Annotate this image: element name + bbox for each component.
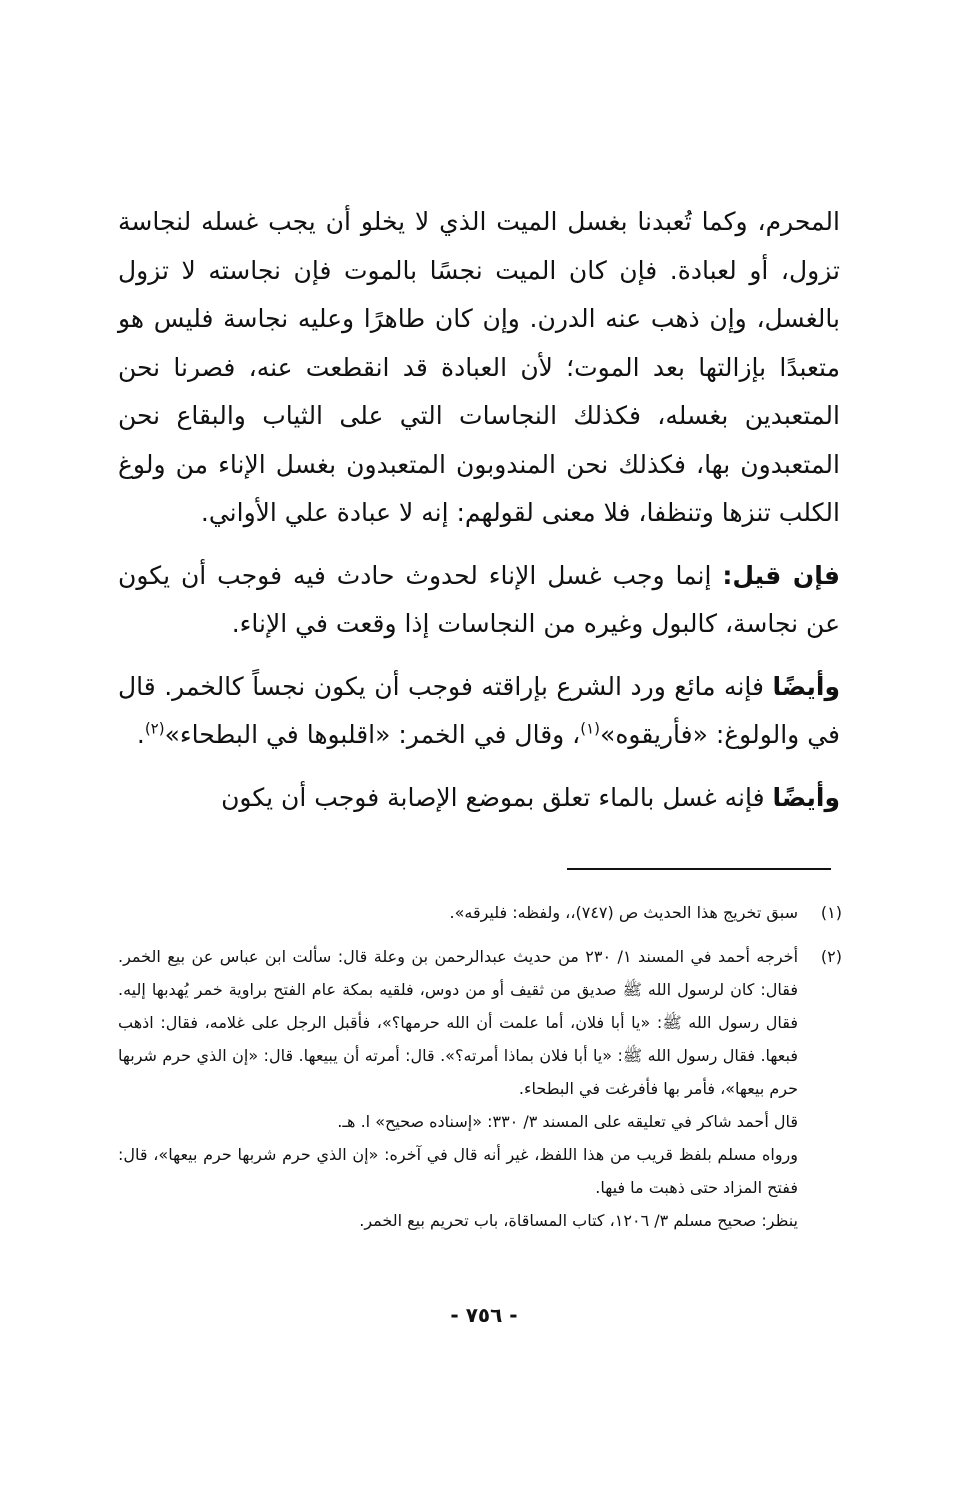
paragraph-4-text: فإنه غسل بالماء تعلق بموضع الإصابة فوجب أن يكون xyxy=(221,782,773,812)
footnote-ref-2[interactable]: (٢) xyxy=(144,719,165,738)
paragraph-1 xyxy=(118,198,840,538)
footnote-separator xyxy=(567,868,831,870)
footnote-line: ورواه مسلم بلفظ قريب من هذا اللفظ، غير أنه قال في آخره: «إن الذي حرم شربها حرم بيعها»، قال: ففتح المزاد حتى ذهبت ما فيها. xyxy=(118,1145,798,1197)
paragraph-2 xyxy=(118,552,840,649)
footnote-number: (٢) xyxy=(820,947,842,966)
paragraph-4-lead: وأيضًا xyxy=(772,782,840,812)
footnote-body xyxy=(118,896,798,929)
paragraph-3-text-c: . xyxy=(136,720,145,749)
footnote-line: ينظر: صحيح مسلم ٣/ ١٢٠٦، كتاب المساقاة، باب تحريم بيع الخمر. xyxy=(359,1211,798,1230)
paragraph-3-text-a: فإنه مائع ورد الشرع بإراقته فوجب أن يكون نجساً كالخمر. قال في والولوغ: «فأريقوه» xyxy=(118,671,840,749)
footnote-line: سبق تخريج هذا الحديث ص (٧٤٧)،، ولفظه: فليرقه». xyxy=(449,903,798,922)
page-number: - ٧٥٦ - xyxy=(450,1303,518,1327)
paragraph-1-text: المحرم، وكما تُعبدنا بغسل الميت الذي لا يخلو أن يجب غسله لنجاسة تزول، أو لعبادة. فإن كان الميت نجسًا بالموت فإن نجاسته لا تزول بالغسل، وإن ذهب عنه الدرن. وإن كان طاهرًا وعليه نجاسة فليس هو متعبدًا بإزالتها بعد الموت؛ لأن العبادة قد انقطعت عنه، فصرنا نحن المتعبدين بغسله، فكذلك النجاسات التي على الثياب والبقاع نحن المتعبدون بها، فكذلك نحن المندوبون المتعبدون بغسل الإناء من ولوغ الكلب تنزها وتنظفا، فلا معنى لقولهم: إنه لا عبادة علي الأواني. xyxy=(118,207,840,527)
paragraph-3 xyxy=(118,663,840,760)
paragraph-3-lead: وأيضًا xyxy=(772,671,840,701)
paragraph-3-text-b: ، وقال في الخمر: «اقلبوها في البطحاء» xyxy=(164,720,581,749)
footnote-line: أخرجه أحمد في المسند ١/ ٢٣٠ من حديث عبدالرحمن بن وعلة قال: سألت ابن عباس عن بيع الخمر. فقال: كان لرسول الله ﷺ صديق من ثقيف أو من دوس، فلقيه بمكة عام الفتح براوية خمر يُهدبها إليه. فقال رسول الله ﷺ: «يا أبا فلان، أما علمت أن الله حرمها؟»، فأقبل الرجل على غلامه، فقال: اذهب فبعها. فقال رسول الله ﷺ: «يا أبا فلان بماذا أمرته؟». قال: أمرته أن يبيعها. قال: «إن الذي حرم شربها حرم بيعها»، فأمر بها فأفرغت في البطحاء. xyxy=(118,947,799,1098)
main-text xyxy=(118,198,840,822)
paragraph-2-lead: فإن قيل: xyxy=(722,560,840,590)
footnote-ref-1[interactable]: (١) xyxy=(580,719,601,738)
footnotes xyxy=(118,896,842,1237)
footnote-body xyxy=(118,940,798,1237)
paragraph-2-text: إنما وجب غسل الإناء لحدوث حادث فيه فوجب أن يكون عن نجاسة، كالبول وغيره من النجاسات إذا وقعت في الإناء. xyxy=(118,560,840,638)
paragraph-4 xyxy=(118,774,840,823)
footnote-line: قال أحمد شاكر في تعليقه على المسند ٣/ ٣٣٠: «إسناده صحيح» ا. هـ. xyxy=(337,1112,798,1131)
footnote-2 xyxy=(118,940,842,1237)
footnote-1 xyxy=(118,896,842,929)
footnote-number: (١) xyxy=(820,903,842,922)
